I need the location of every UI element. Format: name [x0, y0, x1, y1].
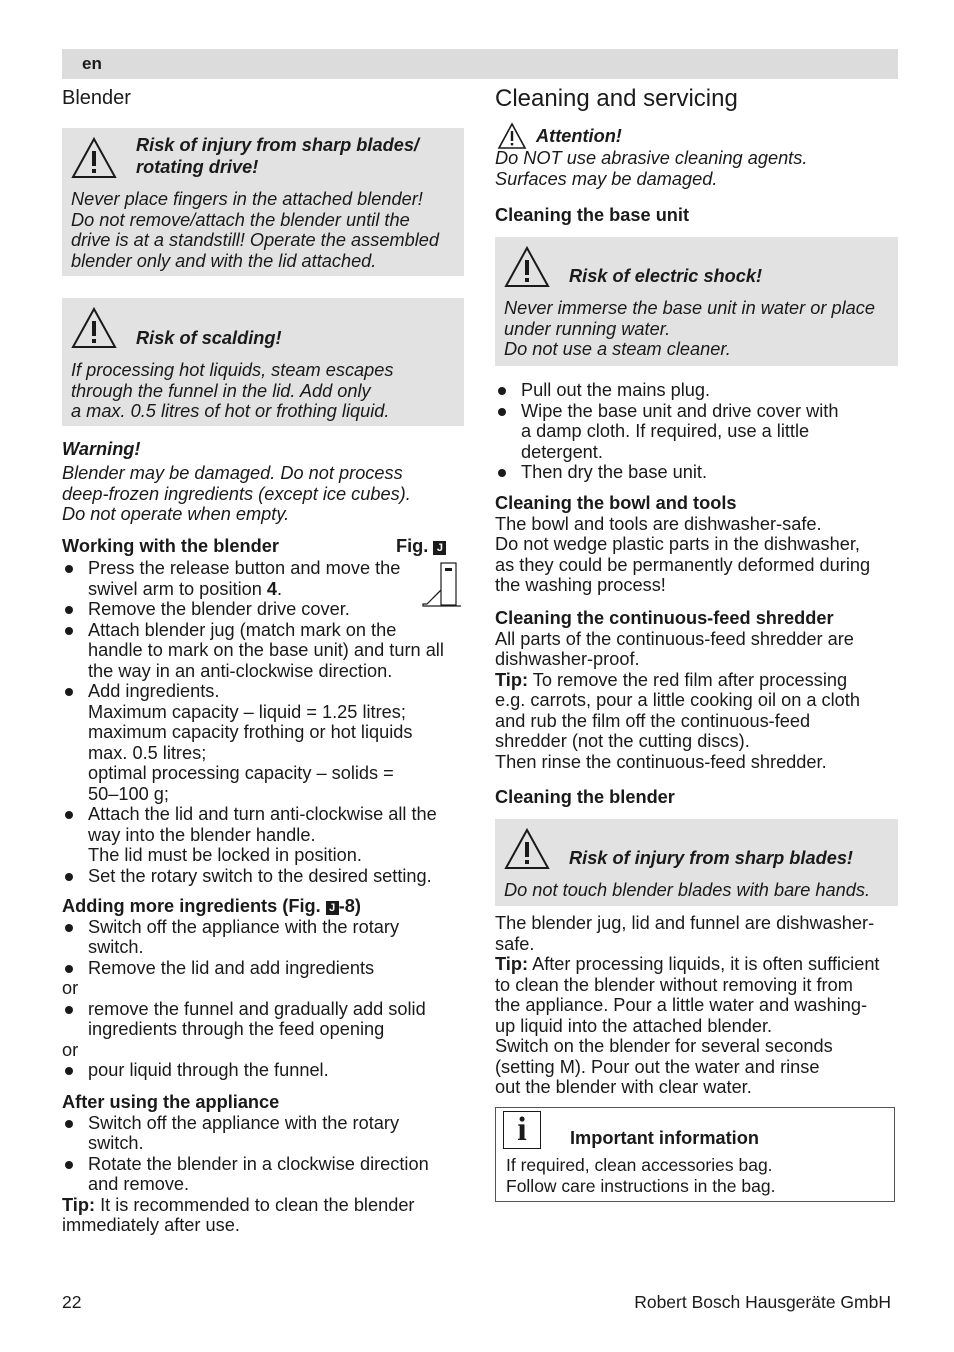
warning-triangle-icon — [503, 245, 551, 289]
list-item: Set the rotary switch to the desired setting. — [62, 866, 464, 887]
electric-shock-warning-box — [495, 237, 898, 366]
working-section — [62, 536, 464, 886]
list-item: Switch off the appliance with the rotary switch. — [62, 917, 464, 958]
scalding-warning-box — [62, 298, 464, 426]
page-number: 22 — [62, 1292, 82, 1312]
sharp-blades-warning-box — [62, 128, 464, 276]
list-item: Rotate the blender in a clockwise direction and remove. — [62, 1154, 464, 1195]
warning-body: If processing hot liquids, steam escapes through the funnel in the lid. Add only a max. 0.5 litres of hot or frothing liquid. — [71, 360, 394, 421]
shredder-section: Cleaning the continuous-feed shredder All parts of the continuous-feed shredder are dishwasher-proof. Tip: To remove the red film after processing e.g. carrots, pour a little cooking oil on a cloth and rub the film off the continuous-feed shredder (not the cutting discs). Then rinse the continuous-feed shredder. — [495, 608, 897, 772]
list-item: Press the release button and move the swivel arm to position 4. — [62, 558, 464, 599]
warning-triangle-icon — [503, 827, 551, 871]
blender-heading: Blender — [62, 87, 131, 109]
list-item: Attach blender jug (match mark on the handle to mark on the base unit) and turn all the way in an anti-clockwise direction. — [62, 620, 464, 682]
sharp-blades-cleaning-warning-box — [495, 819, 898, 906]
list-item: Pull out the mains plug. — [495, 380, 897, 401]
important-info-box — [495, 1107, 895, 1202]
info-icon: i — [503, 1111, 541, 1149]
figure-letter-badge: J — [433, 541, 446, 555]
warning-title: Risk of injury from sharp blades! — [569, 848, 853, 868]
language-bar — [62, 49, 898, 79]
or-label: or — [62, 1039, 79, 1060]
warning-body: Never immerse the base unit in water or place under running water. Do not use a steam cleaner. — [504, 298, 875, 359]
shredder-heading: Cleaning the continuous-feed shredder — [495, 608, 834, 628]
after-use-heading: After using the appliance — [62, 1092, 280, 1112]
figure-reference: Fig. — [396, 536, 429, 556]
or-label: or — [62, 978, 79, 998]
after-use-section — [62, 1092, 464, 1236]
base-unit-heading: Cleaning the base unit — [495, 205, 690, 225]
attention-title: Attention! — [536, 126, 622, 146]
list-item: Add ingredients. Maximum capacity – liquid = 1.25 litres; maximum capacity frothing or hot liquids max. 0.5 litres; optimal processing capacity – solids = 50–100 g; — [62, 681, 464, 804]
attention-notice: Attention! Do NOT use abrasive cleaning agents. Surfaces may be damaged. — [495, 122, 897, 189]
base-unit-steps — [495, 380, 897, 483]
warning-title: Risk of scalding! — [136, 328, 282, 348]
warning-title: Risk of injury from sharp blades/ rotating drive! — [136, 135, 419, 177]
list-item: Switch off the appliance with the rotary switch. — [62, 1113, 464, 1154]
adding-section — [62, 896, 464, 1081]
list-item: Attach the lid and turn anti-clockwise all the way into the blender handle. The lid must be locked in position. — [62, 804, 464, 866]
tip-paragraph: Tip: It is recommended to clean the blender immediately after use. — [62, 1194, 415, 1235]
bowl-heading: Cleaning the bowl and tools — [495, 493, 737, 513]
list-item: Remove the blender drive cover. — [62, 599, 464, 620]
language-code: en — [82, 54, 102, 73]
info-title: Important information — [570, 1128, 759, 1148]
damage-warning: Warning! Blender may be damaged. Do not process deep-frozen ingredients (except ice cubes). Do not operate when empty. — [62, 438, 464, 525]
bowl-section: Cleaning the bowl and tools The bowl and tools are dishwasher-safe. Do not wedge plastic parts in the dishwasher, as they could be permanently deformed during the washing process! — [495, 493, 897, 596]
warning-triangle-icon — [70, 136, 118, 180]
warning-triangle-icon — [70, 306, 118, 350]
list-item: Wipe the base unit and drive cover with a damp cloth. If required, use a little detergent. — [495, 401, 897, 463]
list-item: remove the funnel and gradually add solid ingredients through the feed opening — [62, 999, 464, 1040]
warning-body: Never place fingers in the attached blender! Do not remove/attach the blender until the drive is at a standstill! Operate the assembled blender only and with the lid attached. — [71, 189, 439, 271]
warning-label: Warning! — [62, 439, 141, 459]
cleaning-heading: Cleaning and servicing — [495, 85, 738, 112]
working-heading: Working with the blender Fig. J — [62, 536, 464, 558]
warning-title: Risk of electric shock! — [569, 266, 763, 286]
warning-triangle-icon — [497, 122, 527, 150]
footer-company: Robert Bosch Hausgeräte GmbH — [634, 1292, 891, 1312]
warning-body: Do not touch blender blades with bare hands. — [504, 880, 871, 900]
list-item: Then dry the base unit. — [495, 462, 897, 483]
list-item: pour liquid through the funnel. — [62, 1060, 464, 1081]
figure-letter-badge: J — [326, 901, 339, 915]
info-body: If required, clean accessories bag. Follow care instructions in the bag. — [506, 1155, 776, 1196]
blender-cleaning-text: The blender jug, lid and funnel are dishwasher- safe. Tip: After processing liquids, it is often sufficient to clean the blender without removing it from the appliance. Pour a little water and washing- up liquid into the attached blender. Switch on the blender for several seconds (setting M). Pour out the water and rinse out the blender with clear water. — [495, 913, 880, 1097]
list-item: Remove the lid and add ingredients — [62, 958, 464, 979]
blender-cleaning-heading: Cleaning the blender — [495, 787, 675, 807]
adding-heading: Adding more ingredients (Fig. J -8) — [62, 896, 361, 916]
